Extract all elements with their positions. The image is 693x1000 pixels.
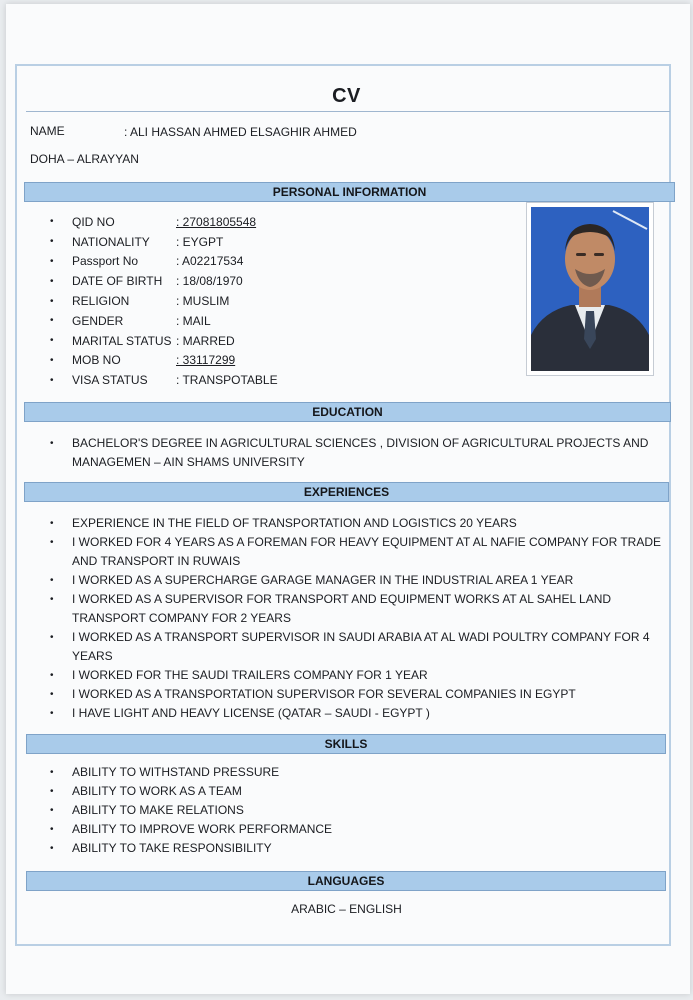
bullet-icon: • — [50, 670, 54, 681]
list-item — [50, 351, 278, 371]
bullet-icon: • — [50, 374, 54, 386]
education-entry: BACHELOR'S DEGREE IN AGRICULTURAL SCIENCES , DIVISION OF AGRICULTURAL PROJECTS AND MANAGEMEN – AIN SHAMS UNIVERSITY — [72, 436, 649, 469]
experiences-list — [50, 514, 662, 723]
title-divider — [26, 111, 670, 112]
bullet-icon: • — [50, 518, 54, 529]
bullet-icon: • — [50, 438, 54, 449]
section-languages: LANGUAGES — [26, 871, 666, 891]
list-item — [50, 801, 662, 820]
experience-entry: I WORKED AS A TRANSPORTATION SUPERVISOR FOR SEVERAL COMPANIES IN EGYPT — [72, 687, 576, 701]
bullet-icon: • — [50, 689, 54, 700]
list-item — [50, 839, 662, 858]
list-item — [50, 291, 278, 311]
info-value: : TRANSPOTABLE — [176, 373, 278, 388]
bullet-icon: • — [50, 354, 54, 366]
bullet-icon: • — [50, 275, 54, 287]
info-label: DATE OF BIRTH — [72, 274, 163, 289]
skills-list — [50, 763, 662, 858]
list-item — [50, 782, 662, 801]
section-personal-information: PERSONAL INFORMATION — [24, 182, 675, 202]
info-value: : MAIL — [176, 313, 211, 328]
list-item — [50, 590, 662, 628]
bullet-icon: • — [50, 824, 54, 835]
info-label: Passport No — [72, 254, 139, 269]
experience-entry: I WORKED FOR THE SAUDI TRAILERS COMPANY FOR 1 YEAR — [72, 668, 428, 682]
section-experiences: EXPERIENCES — [24, 482, 669, 502]
bullet-icon: • — [50, 575, 54, 586]
bullet-icon: • — [50, 805, 54, 816]
skill-entry: ABILITY TO MAKE RELATIONS — [72, 803, 244, 817]
list-item — [50, 571, 662, 590]
experience-entry: I WORKED AS A SUPERCHARGE GARAGE MANAGER IN THE INDUSTRIAL AREA 1 YEAR — [72, 573, 574, 587]
info-value: : MARRED — [176, 333, 235, 348]
info-value: : 33117299 — [176, 353, 236, 368]
cv-title: CV — [332, 85, 361, 107]
experience-entry: I HAVE LIGHT AND HEAVY LICENSE (QATAR – SAUDI - EGYPT ) — [72, 706, 430, 720]
list-item — [50, 434, 662, 472]
skill-entry: ABILITY TO IMPROVE WORK PERFORMANCE — [72, 822, 333, 836]
skill-entry: ABILITY TO TAKE RESPONSIBILITY — [72, 841, 272, 855]
info-value: : 27081805548 — [176, 214, 257, 229]
bullet-icon: • — [50, 315, 54, 327]
education-list — [50, 434, 662, 472]
skill-entry: ABILITY TO WORK AS A TEAM — [72, 784, 242, 798]
list-item — [50, 370, 278, 390]
bullet-icon: • — [50, 216, 54, 228]
info-value: : EYGPT — [176, 234, 224, 249]
location: DOHA – ALRAYYAN — [30, 152, 139, 166]
bullet-icon: • — [50, 767, 54, 778]
info-value: : A02217534 — [176, 254, 244, 269]
info-value: : 18/08/1970 — [176, 274, 243, 289]
list-item — [50, 271, 278, 291]
bullet-icon: • — [50, 632, 54, 643]
list-item — [50, 212, 278, 232]
info-label: MARITAL STATUS — [72, 333, 172, 348]
experience-entry: I WORKED FOR 4 YEARS AS A FOREMAN FOR HEAVY EQUIPMENT AT AL NAFIE COMPANY FOR TRADE AND TRANSPORT IN RUWAIS — [72, 535, 662, 568]
experience-entry: EXPERIENCE IN THE FIELD OF TRANSPORTATION AND LOGISTICS 20 YEARS — [72, 516, 517, 530]
bullet-icon: • — [50, 295, 54, 307]
list-item — [50, 628, 662, 666]
bullet-icon: • — [50, 594, 54, 605]
info-label: RELIGION — [72, 294, 130, 309]
name-label: NAME — [30, 124, 65, 138]
experience-entry: I WORKED AS A TRANSPORT SUPERVISOR IN SAUDI ARABIA AT AL WADI POULTRY COMPANY FOR 4 YEARS — [72, 630, 650, 663]
list-item — [50, 232, 278, 252]
list-item — [50, 685, 662, 704]
list-item — [50, 252, 278, 272]
bullet-icon: • — [50, 537, 54, 548]
section-education: EDUCATION — [24, 402, 671, 422]
list-item — [50, 514, 662, 533]
list-item — [50, 666, 662, 685]
list-item — [50, 331, 278, 351]
list-item — [50, 763, 662, 782]
languages-value: ARABIC – ENGLISH — [291, 902, 402, 916]
info-value: : MUSLIM — [176, 294, 230, 309]
portrait-image — [531, 207, 649, 371]
bullet-icon: • — [50, 708, 54, 719]
list-item — [50, 311, 278, 331]
info-label: QID NO — [72, 214, 115, 229]
profile-photo — [526, 202, 654, 376]
personal-info-list — [50, 212, 278, 390]
name-value: : ALI HASSAN AHMED ELSAGHIR AHMED — [124, 125, 357, 139]
info-label: MOB NO — [72, 353, 121, 368]
skill-entry: ABILITY TO WITHSTAND PRESSURE — [72, 765, 280, 779]
bullet-icon: • — [50, 843, 54, 854]
info-label: GENDER — [72, 313, 124, 328]
bullet-icon: • — [50, 255, 54, 267]
bullet-icon: • — [50, 786, 54, 797]
list-item — [50, 533, 662, 571]
bullet-icon: • — [50, 335, 54, 347]
bullet-icon: • — [50, 236, 54, 248]
experience-entry: I WORKED AS A SUPERVISOR FOR TRANSPORT AND EQUIPMENT WORKS AT AL SAHEL LAND TRANSPORT COMPANY FOR 2 YEARS — [72, 592, 612, 625]
info-label: NATIONALITY — [72, 234, 150, 249]
section-skills: SKILLS — [26, 734, 666, 754]
list-item — [50, 704, 662, 723]
info-label: VISA STATUS — [72, 373, 148, 388]
list-item — [50, 820, 662, 839]
